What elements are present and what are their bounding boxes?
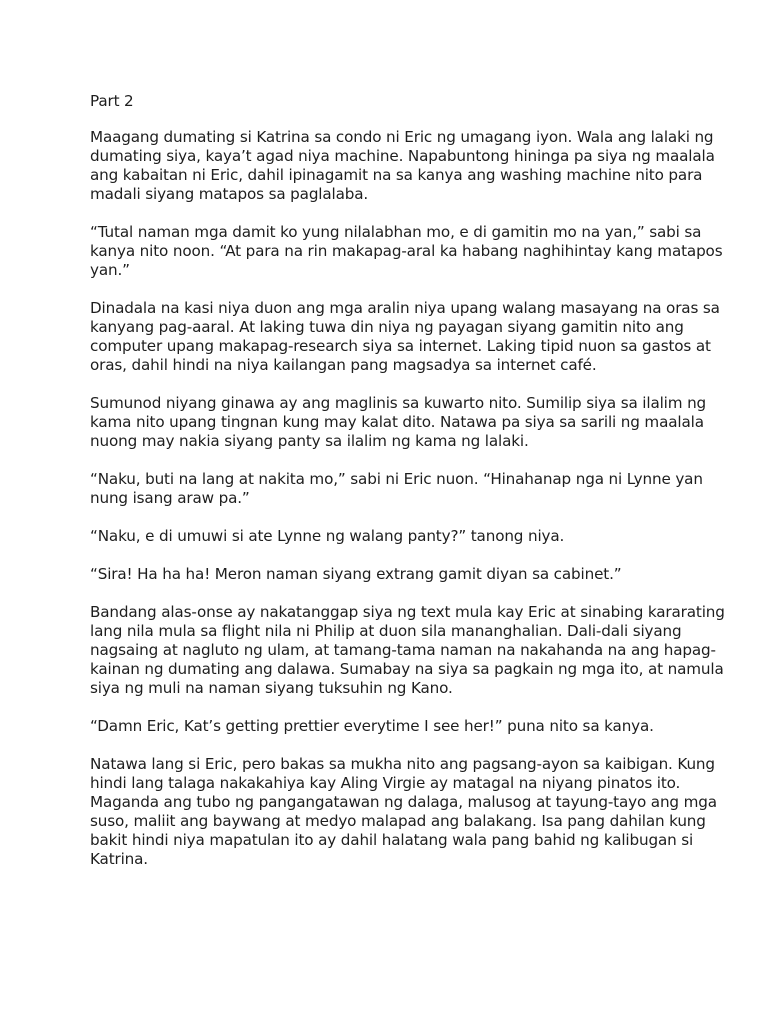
paragraph: “Sira! Ha ha ha! Meron naman siyang extrang gamit diyan sa cabinet.” (90, 565, 622, 583)
document-page (90, 92, 730, 888)
paragraph: Maagang dumating si Katrina sa condo ni Eric ng umagang iyon. Wala ang lalaki ng dumating siya, kaya’t agad niya machine. Napabuntong hininga pa siya ng maalala ang kabaitan ni Eric, dahil ipinagamit na sa kanya ang washing machine nito para madali siyang matapos sa paglalaba. (90, 128, 715, 203)
paragraph: Bandang alas-onse ay nakatanggap siya ng text mula kay Eric at sinabing kararating lang nila mula sa flight nila ni Philip at duon sila mananghalian. Dali-dali siyang nagsaing at nagluto ng ulam, at tamang-tama naman na nakahanda na ang hapag-kainan ng dumating ang dalawa. Sumabay na siya sa pagkain ng mga ito, at namula siya ng muli na naman siyang tuksuhin ng Kano. (90, 603, 725, 697)
paragraph: Natawa lang si Eric, pero bakas sa mukha nito ang pagsang-ayon sa kaibigan. Kung hindi lang talaga nakakahiya kay Aling Virgie ay matagal na niyang pinatos ito. Maganda ang tubo ng pangangatawan ng dalaga, malusog at tayung-tayo ang mga suso, maliit ang baywang at medyo malapad ang balakang. Isa pang dahilan kung bakit hindi niya mapatulan ito ay dahil halatang wala pang bahid ng kalibugan si Katrina. (90, 755, 717, 868)
paragraph: Dinadala na kasi niya duon ang mga aralin niya upang walang masayang na oras sa kanyang pag-aaral. At laking tuwa din niya ng payagan siyang gamitin nito ang computer upang makapag-research siya sa internet. Laking tipid nuon sa gastos at oras, dahil hindi na niya kailangan pang magsadya sa internet café. (90, 299, 720, 374)
paragraph: “Tutal naman mga damit ko yung nilalabhan mo, e di gamitin mo na yan,” sabi sa kanya nito noon. “At para na rin makapag-aral ka habang naghihintay kang matapos yan.” (90, 223, 723, 279)
paragraph: Sumunod niyang ginawa ay ang maglinis sa kuwarto nito. Sumilip siya sa ilalim ng kama nito upang tingnan kung may kalat dito. Natawa pa siya sa sarili ng maalala nuong may nakia siyang panty sa ilalim ng kama ng lalaki. (90, 394, 707, 450)
paragraph: “Naku, e di umuwi si ate Lynne ng walang panty?” tanong niya. (90, 527, 565, 545)
paragraph: “Naku, buti na lang at nakita mo,” sabi ni Eric nuon. “Hinahanap nga ni Lynne yan nung isang araw pa.” (90, 470, 703, 507)
paragraph: “Damn Eric, Kat’s getting prettier everytime I see her!” puna nito sa kanya. (90, 717, 654, 735)
part-heading: Part 2 (90, 92, 134, 110)
